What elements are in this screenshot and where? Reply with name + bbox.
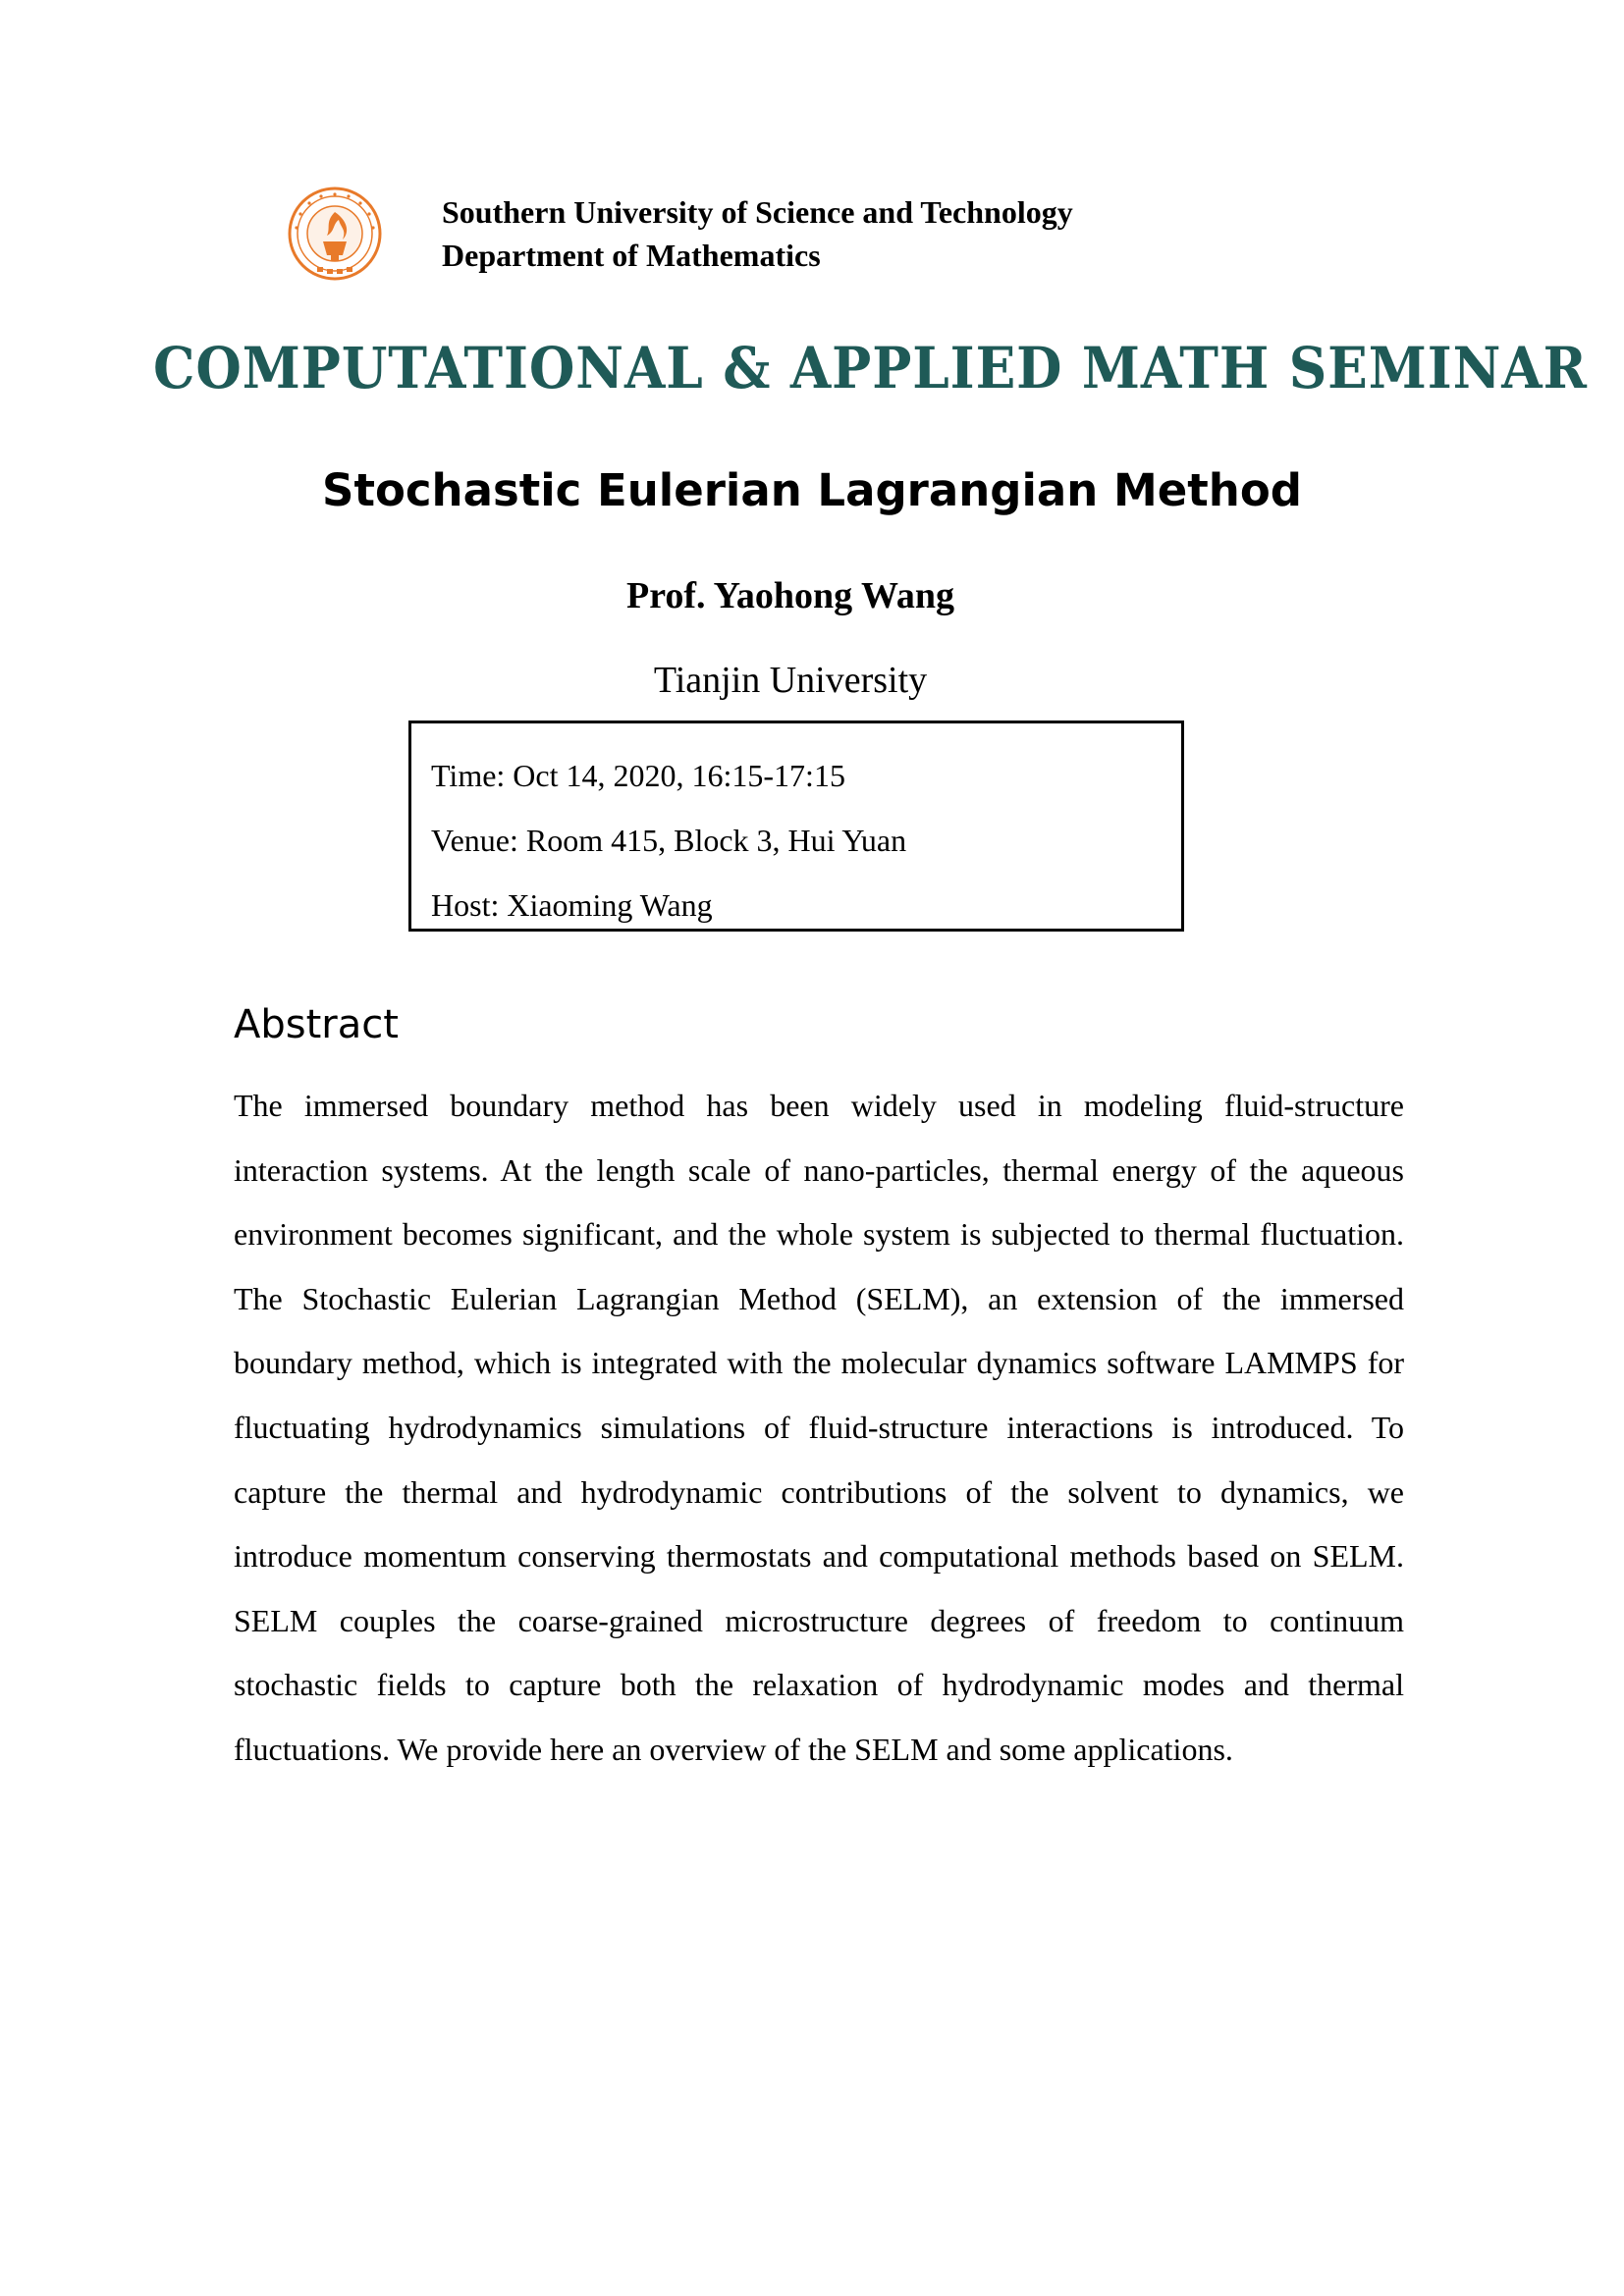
abstract-heading: Abstract: [234, 1002, 399, 1047]
speaker-affiliation: Tianjin University: [653, 660, 928, 701]
abstract-body: The immersed boundary method has been widely used in modeling fluid-structure interaction systems. At the length scale of nano-particles, thermal energy of the aqueous environment becomes significant, and the whole system is subjected to thermal fluctuation. The Stochastic Eulerian Lagrangian Method (SELM), an extension of the immersed boundary method, which is integrated with the molecular dynamics software LAMMPS for fluctuating hydrodynamics simulations of fluid-structure interactions is introduced. To capture the thermal and hydrodynamic contributions of the solvent to dynamics, we introduce momentum conserving thermostats and computational methods based on SELM. SELM couples the coarse-grained microstructure degrees of freedom to continuum stochastic fields to capture both the relaxation of hydrodynamic modes and thermal fluctuations. We provide here an overview of the SELM and some applications.: [234, 1088, 1404, 1767]
header-institution: [442, 190, 1073, 277]
university-name: Southern University of Science and Technology: [442, 194, 1073, 230]
department-name: Department of Mathematics: [442, 238, 821, 273]
talk-title: Stochastic Eulerian Lagrangian Method: [322, 464, 1302, 516]
event-info-box: [408, 721, 1184, 932]
event-venue: Venue: Room 415, Block 3, Hui Yuan: [431, 823, 907, 858]
event-host: Host: Xiaoming Wang: [431, 887, 713, 923]
university-seal-icon: [288, 187, 382, 281]
event-time: Time: Oct 14, 2020, 16:15-17:15: [431, 758, 845, 793]
seminar-series-title: COMPUTATIONAL & APPLIED MATH SEMINAR: [153, 335, 1588, 401]
speaker-name: Prof. Yaohong Wang: [626, 575, 954, 616]
